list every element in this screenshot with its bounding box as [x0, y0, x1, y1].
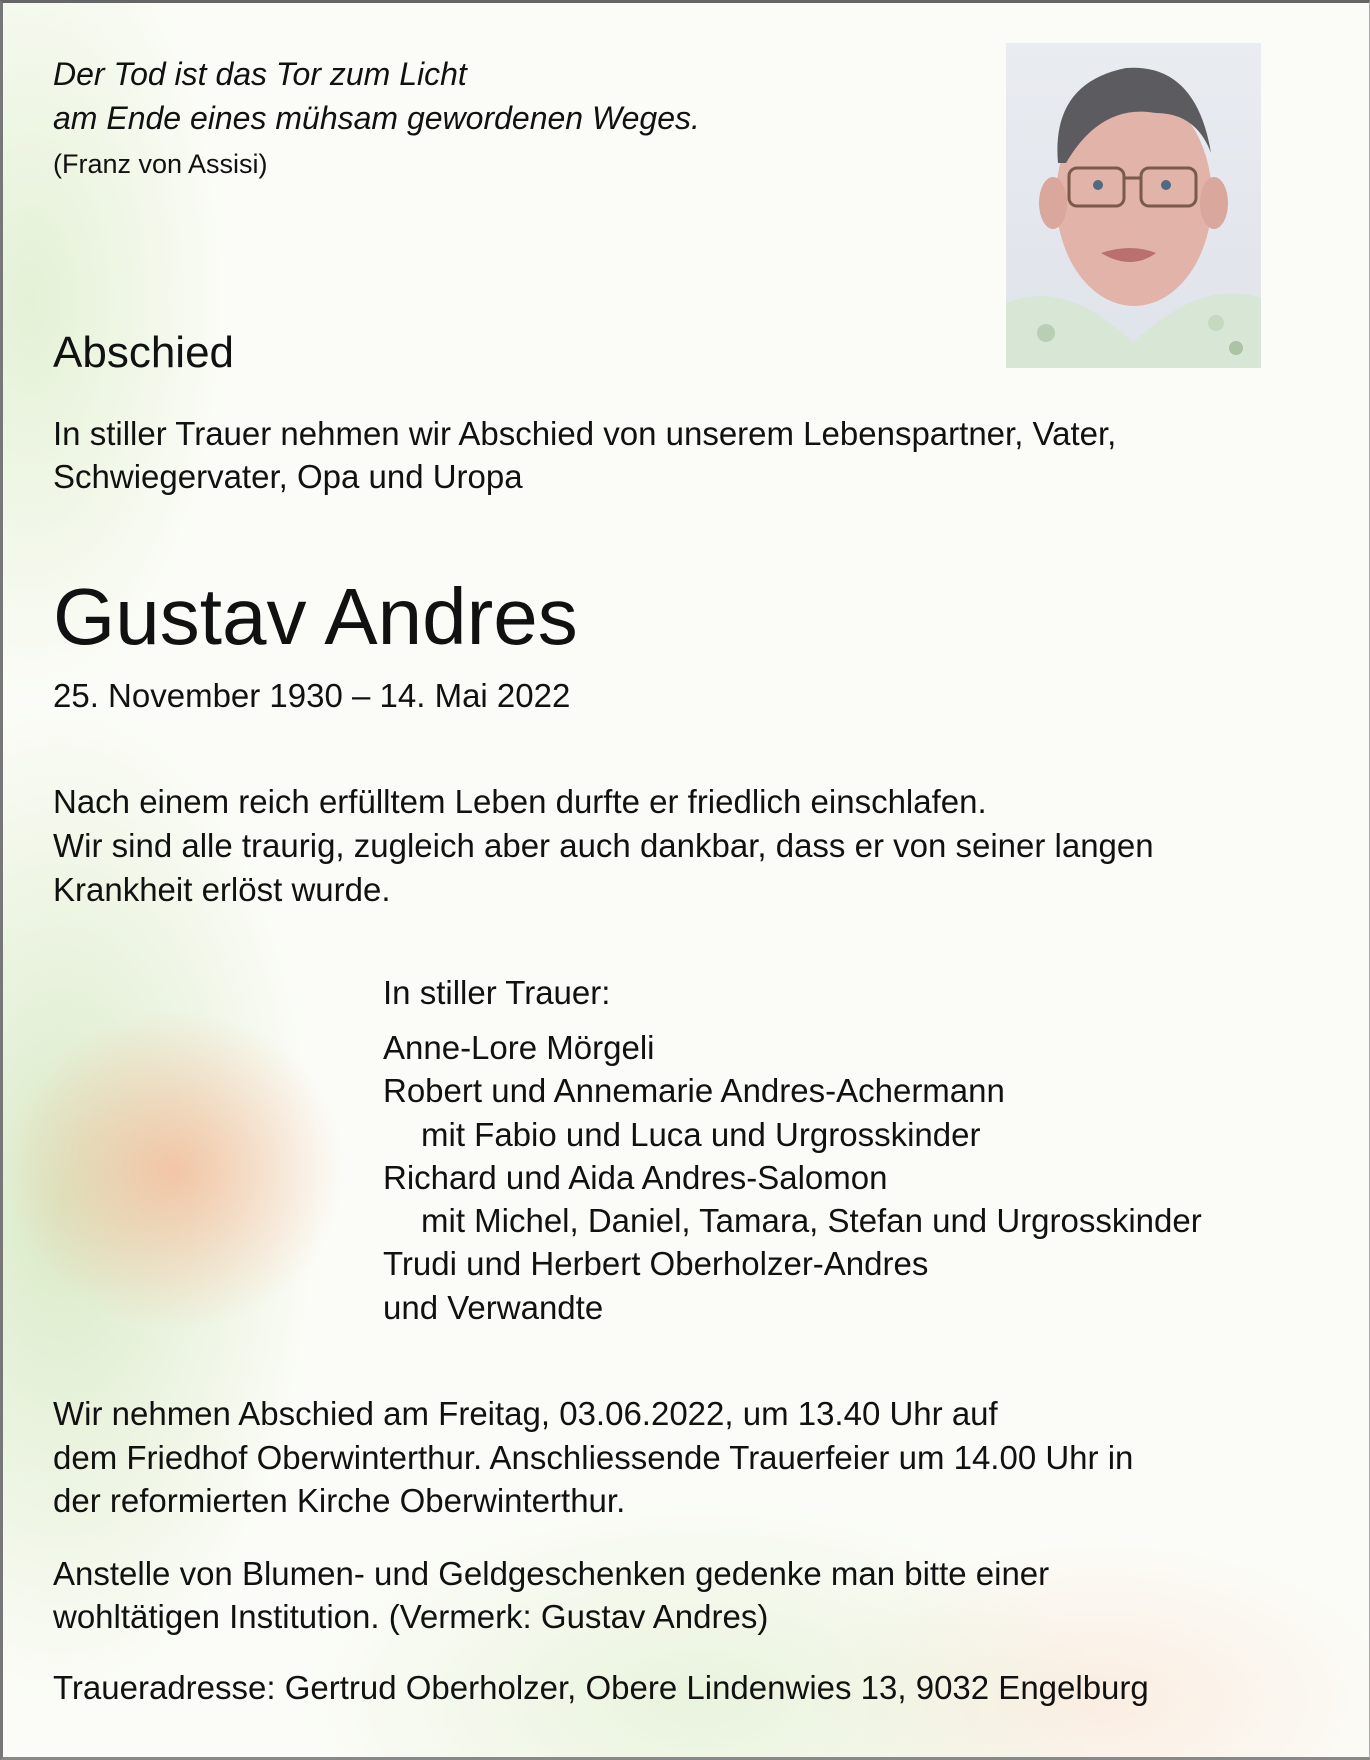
mourner-line: Robert und Annemarie Andres-Achermann: [383, 1072, 1005, 1109]
mourner-line: und Verwandte: [383, 1289, 604, 1326]
ceremony-line-1: Wir nehmen Abschied am Freitag, 03.06.2022, um 13.40 Uhr auf: [53, 1395, 998, 1432]
mourner-line: mit Michel, Daniel, Tamara, Stefan und Urgrosskinder: [421, 1202, 1202, 1239]
mourner-line: Trudi und Herbert Oberholzer-Andres: [383, 1245, 929, 1282]
message-line-2: Wir sind alle traurig, zugleich aber auch dankbar, dass er von seiner langen: [53, 827, 1154, 864]
quote-line-2: am Ende eines mühsam gewordenen Weges.: [53, 100, 700, 136]
deceased-name: Gustav Andres: [53, 572, 578, 661]
quote-author: (Franz von Assisi): [53, 149, 268, 179]
life-dates: 25. November 1930 – 14. Mai 2022: [53, 677, 571, 714]
ceremony-line-2: dem Friedhof Oberwinterthur. Anschliessende Trauerfeier um 14.00 Uhr in: [53, 1439, 1134, 1476]
ceremony-line-3: der reformierten Kirche Oberwinterthur.: [53, 1482, 626, 1519]
heading: Abschied: [53, 328, 235, 377]
donation-line-2: wohltätigen Institution. (Vermerk: Gustav Andres): [53, 1598, 769, 1635]
quote-line-1: Der Tod ist das Tor zum Licht: [53, 56, 467, 92]
mourner-line: mit Fabio und Luca und Urgrosskinder: [421, 1116, 981, 1153]
mourning-address: Traueradresse: Gertrud Oberholzer, Obere Lindenwies 13, 9032 Engelburg: [53, 1669, 1149, 1706]
intro-line-1: In stiller Trauer nehmen wir Abschied von unserem Lebenspartner, Vater,: [53, 415, 1117, 452]
mourners-label: In stiller Trauer:: [383, 974, 611, 1011]
donation-line-1: Anstelle von Blumen- und Geldgeschenken gedenke man bitte einer: [53, 1555, 1050, 1592]
intro-line-2: Schwiegervater, Opa und Uropa: [53, 458, 523, 495]
message-line-1: Nach einem reich erfülltem Leben durfte er friedlich einschlafen.: [53, 783, 987, 820]
message-line-3: Krankheit erlöst wurde.: [53, 871, 391, 908]
portrait-photo: [1006, 43, 1261, 368]
mourner-line: Anne-Lore Mörgeli: [383, 1029, 655, 1066]
mourner-line: Richard und Aida Andres-Salomon: [383, 1159, 888, 1196]
